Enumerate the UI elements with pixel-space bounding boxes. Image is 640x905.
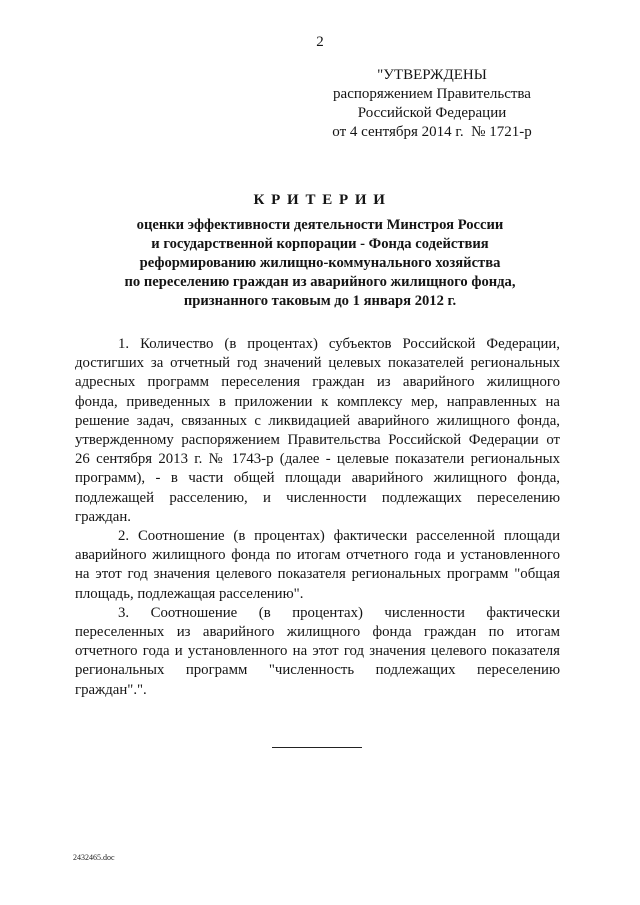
paragraph-3 bbox=[75, 604, 560, 700]
paragraph-2 bbox=[75, 527, 560, 604]
paragraph-line: 2. Соотношение (в процентах) фактически расселенной площади bbox=[118, 528, 560, 545]
paragraph-line: граждан. bbox=[75, 508, 131, 525]
paragraph-1 bbox=[75, 335, 560, 527]
paragraph-line: 26 сентября 2013 г. № 1743-р (далее - целевые показатели региональных bbox=[75, 451, 560, 468]
paragraph-line: программ), - в части общей площади аварийного жилищного фонда, bbox=[75, 470, 560, 487]
subtitle-line: оценки эффективности деятельности Минстроя России bbox=[136, 217, 504, 233]
subtitle-line: по переселению граждан из аварийного жилищного фонда, bbox=[124, 274, 516, 290]
paragraph-line: адресных программ переселения граждан из аварийного жилищного bbox=[75, 374, 560, 391]
paragraph-line: на этот год значения целевого показателя региональных программ "общая bbox=[75, 566, 560, 583]
page-number: 2 bbox=[316, 34, 324, 50]
paragraph-line: решение задач, связанных с ликвидацией аварийного жилищного фонда, bbox=[75, 412, 560, 429]
approval-stamp bbox=[300, 66, 564, 142]
paragraph-line: утвержденному распоряжением Правительства Российской Федерации от bbox=[75, 432, 560, 449]
approval-issuer-line: распоряжением Правительства bbox=[333, 86, 531, 102]
subtitle-line: реформированию жилищно-коммунального хозяйства bbox=[139, 255, 501, 271]
paragraph-line: достигших за отчетный год значений целевых показателей региональных bbox=[75, 355, 560, 372]
footer-file-name: 2432465.doc bbox=[73, 853, 115, 862]
document-subtitle bbox=[60, 216, 580, 311]
paragraph-line: 1. Количество (в процентах) субъектов Российской Федерации, bbox=[118, 336, 560, 352]
subtitle-line: и государственной корпорации - Фонда содействия bbox=[151, 236, 489, 252]
paragraph-line: переселенных из аварийного жилищного фонда граждан по итогам bbox=[75, 624, 560, 641]
document-title: К Р И Т Е Р И И bbox=[253, 192, 387, 208]
paragraph-line: отчетного года и установленного на этот год значения целевого показателя bbox=[75, 643, 560, 660]
approval-heading: "УТВЕРЖДЕНЫ bbox=[377, 67, 487, 83]
approval-date-number: от 4 сентября 2014 г. № 1721-р bbox=[332, 124, 532, 140]
approval-country-line: Российской Федерации bbox=[357, 105, 507, 121]
subtitle-line: признанного таковым до 1 января 2012 г. bbox=[183, 293, 457, 309]
paragraph-line: подлежащей расселению, и численности подлежащих переселению bbox=[75, 489, 560, 506]
criteria-body bbox=[75, 335, 560, 700]
paragraph-line: аварийного жилищного фонда по итогам отчетного года и установленного bbox=[75, 547, 560, 564]
paragraph-line: фонда, приведенных в приложении к комплексу мер, направленных на bbox=[75, 393, 560, 410]
paragraph-line: 3. Соотношение (в процентах) численности фактически bbox=[118, 604, 560, 621]
paragraph-line: региональных программ "численность подлежащих переселению bbox=[75, 662, 560, 679]
paragraph-line: граждан".". bbox=[75, 681, 147, 698]
paragraph-line: площадь, подлежащая расселению". bbox=[75, 585, 304, 602]
end-separator-line bbox=[272, 747, 362, 748]
